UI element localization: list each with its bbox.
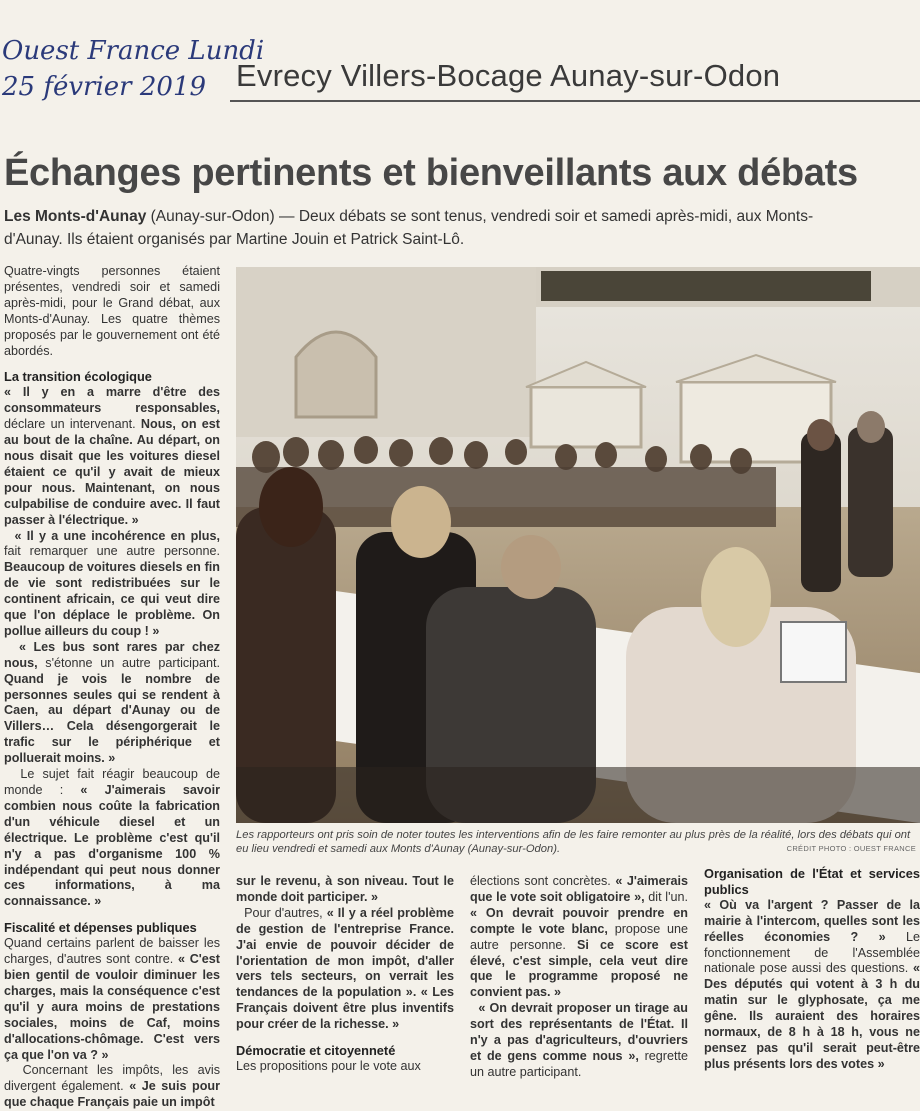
photo-caption: Les rapporteurs ont pris soin de noter toutes les interventions afin de les faire remonter au plus près de la réalité, lors des débats qui ont eu lieu vendredi et samedi aux Monts d'Aunay (Aunay-sur-Odon).	[236, 829, 911, 855]
subheading-taxation: Fiscalité et dépenses publiques	[4, 920, 197, 936]
debate-photo	[236, 267, 920, 823]
article-lede	[4, 205, 820, 251]
handwritten-note-line2: 25 février 2019	[2, 72, 207, 102]
article-column-1	[4, 264, 220, 1111]
subheading-ecological-transition: La transition écologique	[4, 369, 152, 385]
handwritten-note-line1: Ouest France Lundi	[2, 36, 265, 66]
paragraph: Quand certains parlent de baisser les charges, d'autres sont contre. « C'est bien gentil de vouloir diminuer les charges, mais la conséquence c'est qu'il y aura moins de prestations sociales, moins de Caf, moins d'allocations-chômage. C'est vers ça que l'on va ? »	[4, 936, 221, 1062]
lede-place: Les Monts-d'Aunay	[4, 208, 147, 225]
lede-text: Deux débats se sont tenus, vendredi soir et samedi après-midi, aux Monts-d'Aunay. Ils étaient organisés par Martine Jouin et Patrick Saint-Lô.	[4, 208, 814, 248]
article-headline: Échanges pertinents et bienveillants aux débats	[4, 152, 858, 194]
article-column-3	[470, 874, 688, 1081]
paragraph: sur le revenu, à son niveau. Tout le monde doit participer. »	[236, 874, 454, 904]
subheading-democracy: Démocratie et citoyenneté	[236, 1043, 396, 1059]
paragraph: Concernant les impôts, les avis divergent également. « Je suis pour que chaque Français paie un impôt	[4, 1063, 221, 1110]
paragraph: Les propositions pour le vote aux	[236, 1058, 421, 1073]
photo-credit: CRÉDIT PHOTO : OUEST FRANCE	[786, 844, 916, 853]
section-rule	[230, 100, 920, 102]
paragraph: « Il y en a marre d'être des consommateurs responsables, déclare un intervenant. Nous, on est au bout de la chaîne. Au départ, on nous disait que les voitures diesel étaient ce qu'il y avait de mieux pour nous. Maintenant, on nous culpabilise de conduire avec. Il faut passer à l'électrique. »	[4, 385, 220, 527]
paragraph: Pour d'autres, « Il y a réel problème de gestion de l'entreprise France. J'ai envie de pouvoir décider de l'orientation de mon impôt, d'aller vers tels secteurs, on verrait les tendances de la population ». « Les Français doivent être plus inventifs pour créer de la richesse. »	[236, 905, 454, 1032]
paragraph: Le sujet fait réagir beaucoup de monde : « J'aimerais savoir combien nous coûte la fabrication d'un véhicule diesel et un électrique. Le problème c'est qu'il n'y a pas d'organisme 100 % indépendant qui peut nous donner ces informations, à ma connaissance. »	[4, 767, 221, 909]
subheading-state-organisation: Organisation de l'État et services publics	[704, 866, 920, 897]
article-column-2	[236, 874, 454, 1075]
section-title: Evrecy Villers-Bocage Aunay-sur-Odon	[236, 58, 781, 93]
paragraph: élections sont concrètes. « J'aimerais que le vote soit obligatoire », dit l'un. « On devrait pouvoir prendre en compte le vote blanc, propose une autre personne. Si ce score est élevé, c'est simple, cela veut dire que le programme proposé ne convient pas. »	[470, 874, 689, 1000]
paragraph: « Les bus sont rares par chez nous, s'étonne un autre participant. Quand je vois le nombre de personnes seules qui se rendent à Caen, au départ d'Aunay ou de Villers… Cela désengorgerait le trafic sur le périphérique et polluerait moins. »	[4, 639, 220, 766]
paragraph: « On devrait proposer un tirage au sort des représentants de l'État. Il n'y a pas d'agriculteurs, d'ouvriers et de gens comme nous », regrette un autre participant.	[470, 1001, 688, 1079]
intro-paragraph: Quatre-vingts personnes étaient présentes, vendredi soir et samedi après-midi, pour le Grand débat, aux Monts-d'Aunay. Les quatre thèmes proposés par le gouvernement ont été abordés.	[4, 264, 220, 358]
paragraph: « Il y a une incohérence en plus, fait remarquer une autre personne. Beaucoup de voitures diesels en fin de vie sont redistribuées sur le continent africain, ce qui veut dire que l'on déplace le problème. On pollue ailleurs du coup ! »	[4, 528, 220, 638]
paragraph: « Où va l'argent ? Passer de la mairie à l'intercom, quelles sont les réelles économies ? » Le fonctionnement de l'Assemblée nationale pose aussi des questions. « Des députés qui votent à 3 h du matin sur le glyphosate, ça me gêne. Ils auraient des horaires normaux, de 8 h à 18 h, vous ne pensez pas qu'il serait peut-être plus présents lors des votes »	[704, 897, 920, 1071]
article-column-4	[704, 866, 920, 1073]
lede-place-detail: (Aunay-sur-Odon) —	[146, 208, 299, 225]
